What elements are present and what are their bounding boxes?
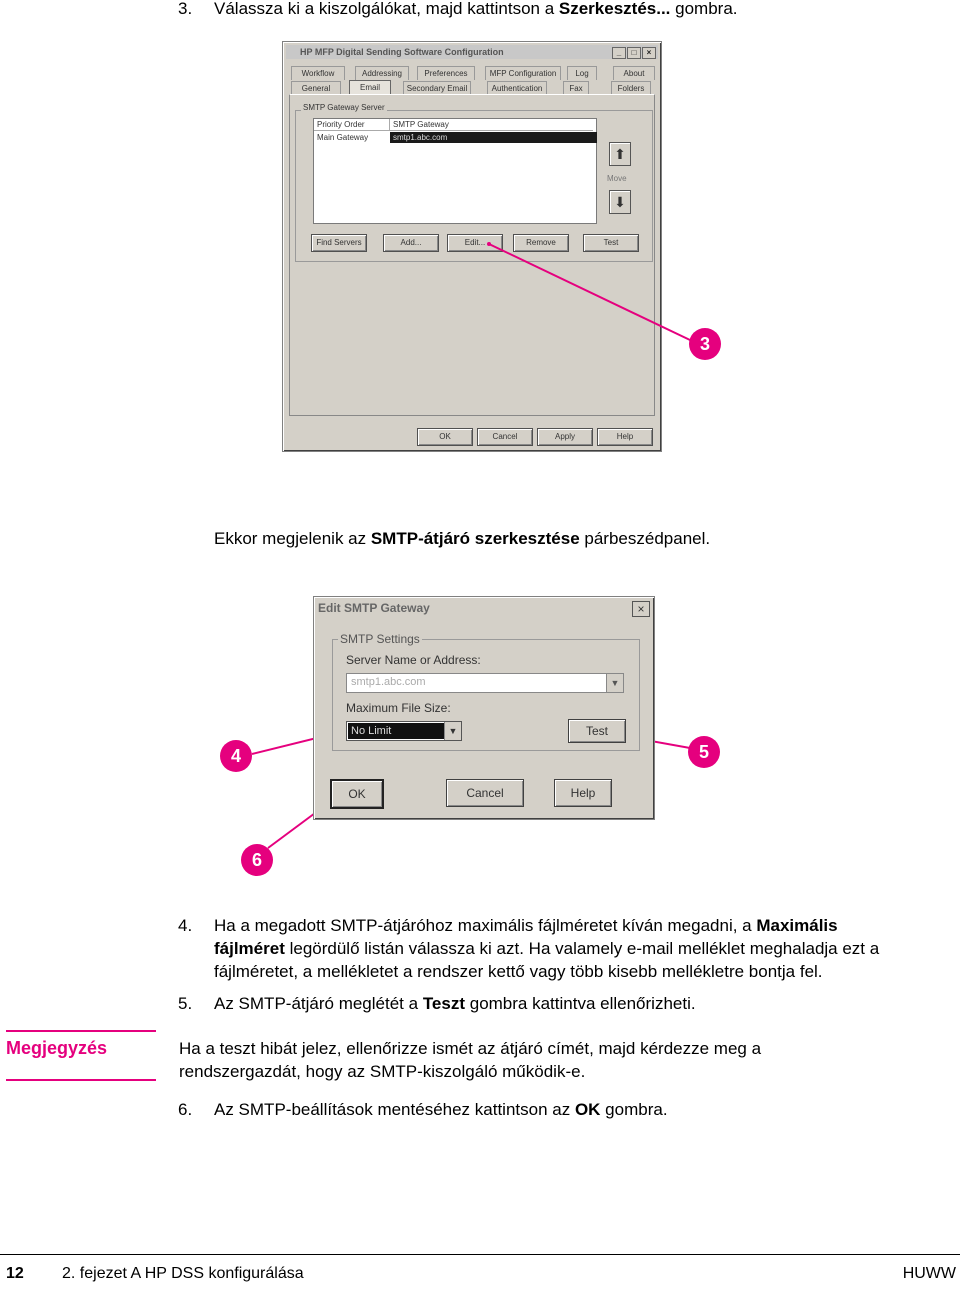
note-rule-top xyxy=(6,1030,156,1032)
step-4-part2: legördülő listán válassza ki azt. Ha valamely e-mail melléklet meghaladja ezt a xyxy=(284,939,880,958)
tab-authentication[interactable]: Authentication xyxy=(487,81,547,95)
step-3-bold: Szerkesztés... xyxy=(558,0,671,18)
remove-button[interactable]: Remove xyxy=(513,234,569,252)
footer-rule xyxy=(0,1254,960,1255)
callout-5: 5 xyxy=(688,736,720,768)
callout-6: 6 xyxy=(241,844,273,876)
edit-smtp-title: Edit SMTP Gateway xyxy=(318,601,430,615)
maximize-button[interactable]: □ xyxy=(627,47,641,59)
arrow-down-icon: ⬇ xyxy=(614,194,626,210)
doc-code: HUWW xyxy=(902,1265,956,1282)
step-6-text xyxy=(214,1098,668,1121)
max-file-size-label: Maximum File Size: xyxy=(346,701,451,715)
caption-text-after: párbeszédpanel. xyxy=(579,529,711,548)
caption-bold: SMTP-átjáró szerkesztése xyxy=(370,529,580,548)
tab-general[interactable]: General xyxy=(291,81,341,95)
step-5-number: 5. xyxy=(178,994,193,1013)
ok-button[interactable]: OK xyxy=(330,779,384,809)
config-dialog-title: HP MFP Digital Sending Software Configuration xyxy=(300,47,504,57)
step-5-text-before: Az SMTP-átjáró meglétét a xyxy=(214,994,423,1013)
step-4-line-3: fájlméretet, a mellékletet a rendszer kettő vagy több kisebb mellékletre bontja fel. xyxy=(214,962,823,981)
step-4-bold1: Maximális xyxy=(756,916,838,935)
note-line-1: Ha a teszt hibát jelez, ellenőrizze ismét az átjáró címét, majd kérdezze meg a xyxy=(179,1039,762,1058)
callout-dot-3 xyxy=(487,242,491,246)
edit-smtp-close-button[interactable]: × xyxy=(632,601,650,617)
server-name-label: Server Name or Address: xyxy=(346,653,481,667)
list-row-priority[interactable]: Main Gateway xyxy=(317,133,369,142)
add-button[interactable]: Add... xyxy=(383,234,439,252)
caption-text-before: Ekkor megjelenik az xyxy=(214,529,371,548)
find-servers-button[interactable]: Find Servers xyxy=(311,234,367,252)
tab-preferences[interactable]: Preferences xyxy=(417,66,475,80)
help-button[interactable]: Help xyxy=(554,779,612,807)
ok-button[interactable]: OK xyxy=(417,428,473,446)
max-file-size-value: No Limit xyxy=(348,723,445,739)
help-button[interactable]: Help xyxy=(597,428,653,446)
step-6-number: 6. xyxy=(178,1100,193,1119)
note-label: Megjegyzés xyxy=(6,1038,108,1058)
callout-line-3 xyxy=(489,244,690,340)
tab-workflow[interactable]: Workflow xyxy=(291,66,345,80)
edit-smtp-dialog xyxy=(313,596,655,820)
list-row-gateway[interactable]: smtp1.abc.com xyxy=(390,132,597,143)
tab-email[interactable]: Email xyxy=(349,80,391,95)
server-name-combo[interactable] xyxy=(346,673,624,693)
list-header-priority[interactable]: Priority Order xyxy=(314,119,390,131)
step-4-line-1 xyxy=(214,914,838,937)
step-4-line-2 xyxy=(214,937,879,960)
step-6-text-before: Az SMTP-beállítások mentéséhez kattintson az xyxy=(214,1100,575,1119)
max-file-size-combo[interactable] xyxy=(346,721,462,741)
step-6-bold: OK xyxy=(574,1100,601,1119)
step-3-text-before: Válassza ki a kiszolgálókat, majd kattintson a xyxy=(214,0,559,18)
chapter-title: 2. fejezet A HP DSS konfigurálása xyxy=(62,1265,304,1282)
apply-button[interactable]: Apply xyxy=(537,428,593,446)
note-line-2: rendszergazdát, hogy az SMTP-kiszolgáló működik-e. xyxy=(179,1062,586,1081)
tab-mfp-configuration[interactable]: MFP Configuration xyxy=(485,66,561,80)
step-4-part1: Ha a megadott SMTP-átjáróhoz maximális fájlméretet kíván megadni, a xyxy=(214,916,757,935)
arrow-up-icon: ⬆ xyxy=(614,146,626,162)
step-5-text-after: gombra kattintva ellenőrizheti. xyxy=(465,994,696,1013)
step-6-text-after: gombra. xyxy=(600,1100,668,1119)
step-3-number: 3. xyxy=(178,0,193,18)
callout-4: 4 xyxy=(220,740,252,772)
edit-button[interactable]: Edit... xyxy=(447,234,503,252)
close-button[interactable]: × xyxy=(642,47,656,59)
step-4-bold2: fájlméret xyxy=(214,939,285,958)
tab-addressing[interactable]: Addressing xyxy=(355,66,409,80)
tab-log[interactable]: Log xyxy=(567,66,597,80)
tab-secondary-email[interactable]: Secondary Email xyxy=(403,81,471,95)
step-5-text xyxy=(214,992,696,1015)
tab-folders[interactable]: Folders xyxy=(611,81,651,95)
page-number: 12 xyxy=(6,1265,24,1282)
gateway-group-label: SMTP Gateway Server xyxy=(303,103,385,112)
callout-3: 3 xyxy=(689,328,721,360)
chevron-down-icon[interactable]: ▼ xyxy=(606,674,623,692)
step-5-bold: Teszt xyxy=(422,994,466,1013)
test-button[interactable]: Test xyxy=(568,719,626,743)
cancel-button[interactable]: Cancel xyxy=(446,779,524,807)
caption xyxy=(214,527,710,550)
server-name-value: smtp1.abc.com xyxy=(351,676,426,688)
move-label: Move xyxy=(607,174,627,183)
minimize-button[interactable]: _ xyxy=(612,47,626,59)
tab-about[interactable]: About xyxy=(613,66,655,80)
step-4-number: 4. xyxy=(178,916,193,935)
list-header-gateway[interactable]: SMTP Gateway xyxy=(390,119,593,131)
test-button[interactable]: Test xyxy=(583,234,639,252)
note-rule-bottom xyxy=(6,1079,156,1081)
smtp-settings-label: SMTP Settings xyxy=(340,632,420,646)
step-3-text-after: gombra. xyxy=(670,0,738,18)
chevron-down-icon[interactable]: ▼ xyxy=(444,722,461,740)
cancel-button[interactable]: Cancel xyxy=(477,428,533,446)
tab-fax[interactable]: Fax xyxy=(563,81,589,95)
